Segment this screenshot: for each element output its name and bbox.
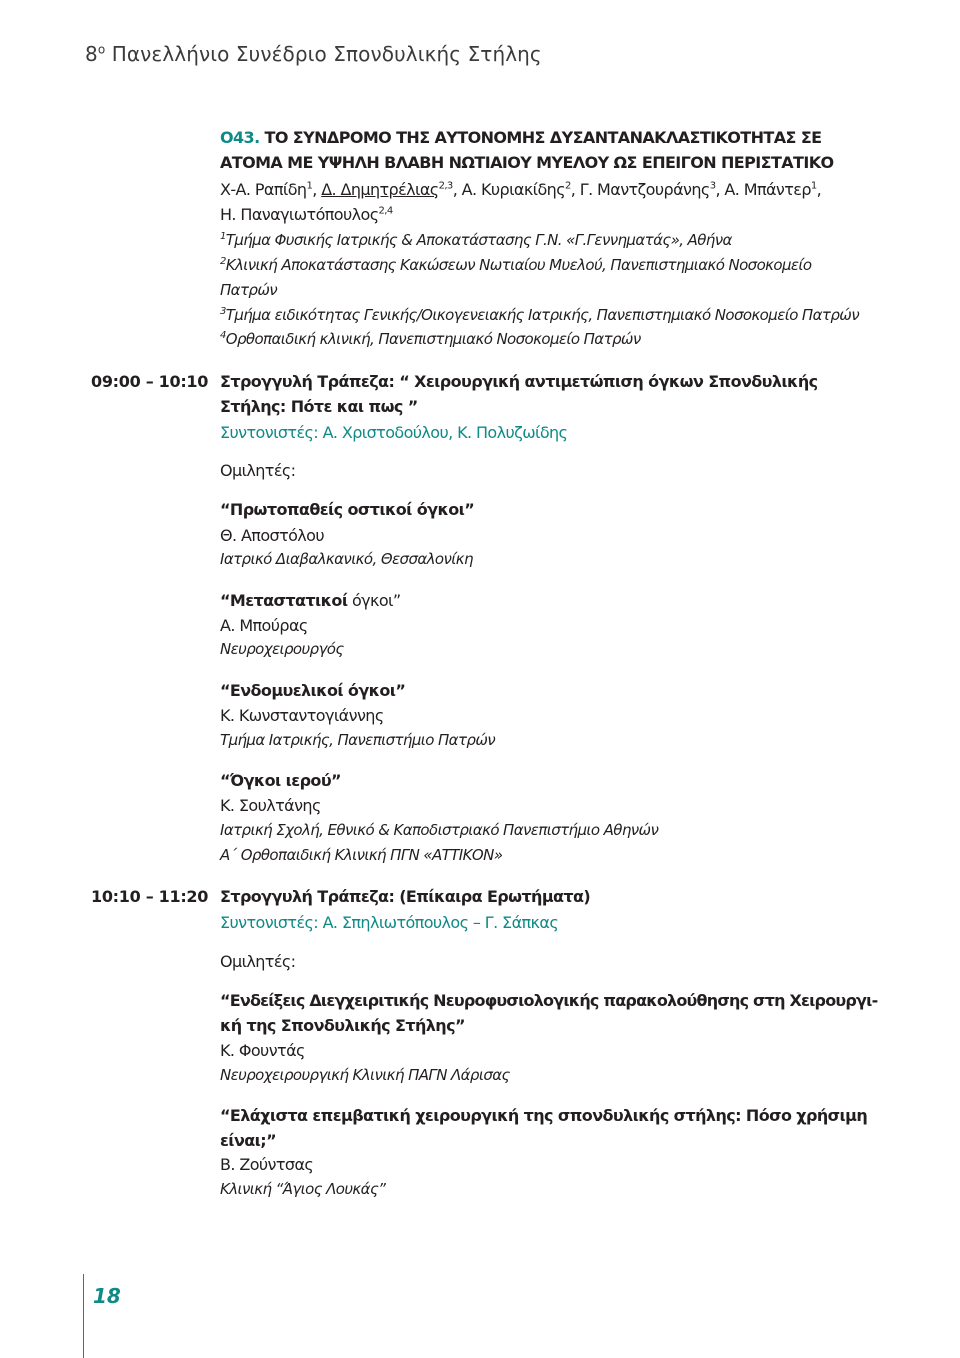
abstract-title-line1: Ο43. ΤΟ ΣΥΝΔΡΟΜΟ ΤΗΣ ΑΥΤΟΝΟΜΗΣ ΔΥΣΑΝΤΑΝΑΚΛΑΣΤΙΚΟΤΗΤΑΣ ΣΕ xyxy=(220,128,822,147)
abstract-authors-line2: Η. Παναγιωτόπουλος$^{2,4}$ xyxy=(220,205,393,224)
affiliation-1: $^1$Τμήμα Φυσικής Ιατρικής & Αποκατάστασης Γ.Ν. «Γ.Γεννηματάς», Αθήνα xyxy=(220,231,732,249)
session1-title-line1: Στρογγυλή Τράπεζα: “ Χειρουργική αντιμετώπιση όγκων Σπονδυλικής xyxy=(220,372,818,391)
talk-affiliation: Νευροχειρουργική Κλινική ΠΑΓΝ Λάρισας xyxy=(220,1066,510,1084)
session1-speakers-label: Ομιλητές: xyxy=(220,461,296,480)
talk-title: “Ελάχιστα επεμβατική χειρουργική της σπονδυλικής στήλης: Πόσο χρήσιμη xyxy=(220,1106,868,1125)
session1-moderators: Συντονιστές: Α. Χριστοδούλου, Κ. Πολυζωίδης xyxy=(220,423,568,442)
page-number: 18 xyxy=(93,1284,121,1308)
talk-title: “Ενδείξεις Διεγχειριτικής Νευροφυσιολογικής παρακολούθησης στη Χειρουργι- xyxy=(220,991,878,1010)
affiliation-4: $^4$Ορθοπαιδική κλινική, Πανεπιστημιακό Νοσοκομείο Πατρών xyxy=(220,330,641,348)
talk-speaker: Α. Μπούρας xyxy=(220,616,308,635)
talk-affiliation: Κλινική “Άγιος Λουκάς” xyxy=(220,1180,386,1198)
talk-speaker: Θ. Αποστόλου xyxy=(220,526,325,545)
talk-affiliation: Ιατρική Σχολή, Εθνικό & Καποδιστριακό Πανεπιστήμιο Αθηνών xyxy=(220,821,659,839)
talk-affiliation: Τμήμα Ιατρικής, Πανεπιστήμιο Πατρών xyxy=(220,731,496,749)
session1-time: 09:00 – 10:10 xyxy=(91,372,209,391)
running-header: $8^o$ Πανελλήνιο Συνέδριο Σπονδυλικής Στήλης xyxy=(85,42,542,66)
talk-title-cont: κή της Σπονδυλικής Στήλης” xyxy=(220,1016,465,1035)
session2-time: 10:10 – 11:20 xyxy=(91,887,209,906)
talk-title-cont: είναι;” xyxy=(220,1131,276,1150)
abstract-authors-line1: Χ-Α. Ραπίδη$^1$, Δ. Δημητρέλιας$^{2,3}$, Α. Κυριακίδης$^2$, Γ. Μαντζουράνης$^3$, Α. Μπάντερ$^1$, xyxy=(220,180,822,199)
talk-speaker: Κ. Σουλτάνης xyxy=(220,796,321,815)
session2-speakers-label: Ομιλητές: xyxy=(220,952,296,971)
session2-title: Στρογγυλή Τράπεζα: (Επίκαιρα Ερωτήματα) xyxy=(220,887,591,906)
affiliation-3: $^3$Τμήμα ειδικότητας Γενικής/Οικογενειακής Ιατρικής, Πανεπιστημιακό Νοσοκομείο Πατρών xyxy=(220,306,859,324)
presenting-author: Δ. Δημητρέλιας xyxy=(321,180,439,199)
session1-title-line2: Στήλης: Πότε και πως ” xyxy=(220,397,418,416)
talk-affiliation-2: Α΄ Ορθοπαιδική Κλινική ΠΓΝ «ΑΤΤΙΚΟΝ» xyxy=(220,846,503,864)
talk-speaker: Κ. Κωνσταντογιάννης xyxy=(220,706,384,725)
talk-title: “Όγκοι ιερού” xyxy=(220,771,341,790)
affiliation-2-cont: Πατρών xyxy=(220,281,278,299)
abstract-title-line2: ΑΤΟΜΑ ΜΕ ΥΨΗΛΗ ΒΛΑΒΗ ΝΩΤΙΑΙΟΥ ΜΥΕΛΟΥ ΩΣ ΕΠΕΙΓΟΝ ΠΕΡΙΣΤΑΤΙΚΟ xyxy=(220,153,834,172)
affiliation-2: $^2$Κλινική Αποκατάστασης Κακώσεων Νωτιαίου Μυελού, Πανεπιστημιακό Νοσοκομείο xyxy=(220,256,812,274)
talk-title: “Μεταστατικοί όγκοι” xyxy=(220,591,401,610)
talk-speaker: Κ. Φουντάς xyxy=(220,1041,305,1060)
talk-affiliation: Νευροχειρουργός xyxy=(220,640,344,658)
talk-title: “Ενδομυελικοί όγκοι” xyxy=(220,681,406,700)
abstract-code: Ο43. xyxy=(220,128,260,147)
talk-affiliation: Ιατρικό Διαβαλκανικό, Θεσσαλονίκη xyxy=(220,550,473,568)
talk-speaker: Β. Ζούντσας xyxy=(220,1155,314,1174)
talk-title: “Πρωτοπαθείς οστικοί όγκοι” xyxy=(220,500,475,519)
page-margin-rule xyxy=(83,1274,84,1358)
session2-moderators: Συντονιστές: Α. Σπηλιωτόπουλος – Γ. Σάπκας xyxy=(220,913,559,932)
